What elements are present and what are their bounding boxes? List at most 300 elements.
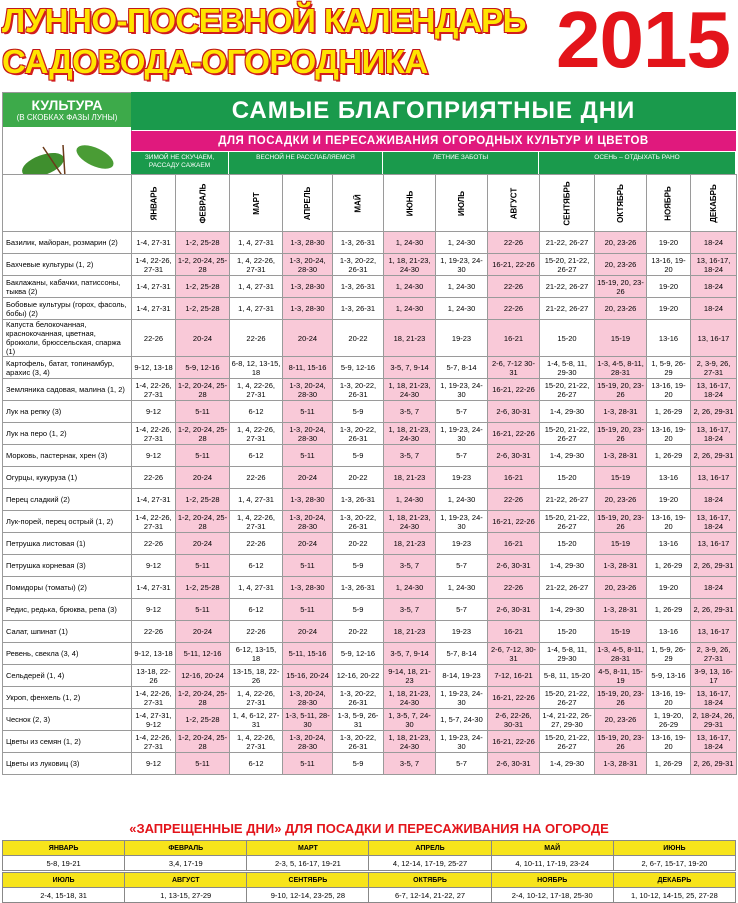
day-cell: 20, 23-26 — [595, 254, 647, 276]
table-row — [3, 254, 737, 276]
day-cell: 20-22 — [333, 621, 384, 643]
day-cell: 1-3, 28-31 — [595, 753, 647, 775]
day-cell: 1-3, 20-22, 26-31 — [333, 687, 384, 709]
month-header-label: МАРТ — [251, 191, 261, 215]
table-row — [3, 489, 737, 511]
day-cell: 16-21, 22-26 — [488, 379, 540, 401]
day-cell: 2-6, 7-12 30-31 — [488, 357, 540, 379]
day-cell: 9-12 — [132, 753, 176, 775]
day-cell: 1-4, 22-26, 27-31 — [132, 423, 176, 445]
culture-name: Морковь, пастернак, хрен (3) — [3, 445, 132, 467]
day-cell: 1-3, 20-22, 26-31 — [333, 254, 384, 276]
day-cell: 13-18, 22-26 — [132, 665, 176, 687]
day-cell: 18, 21-23 — [384, 533, 436, 555]
day-cell: 13-16 — [647, 320, 691, 357]
banned-month-label: МАРТ — [247, 841, 369, 856]
day-cell: 6-8, 12, 13-15, 18 — [230, 357, 283, 379]
day-cell: 1-4, 29-30 — [540, 599, 595, 621]
day-cell: 22-26 — [230, 320, 283, 357]
day-cell: 1-2, 20-24, 25-28 — [176, 379, 230, 401]
day-cell: 20-22 — [333, 533, 384, 555]
day-cell: 18-24 — [691, 489, 737, 511]
day-cell: 5-9, 12-16 — [333, 643, 384, 665]
day-cell: 22-26 — [488, 298, 540, 320]
day-cell: 5-7 — [436, 401, 488, 423]
day-cell: 1, 19-23, 24-30 — [436, 731, 488, 753]
day-cell: 21-22, 26-27 — [540, 577, 595, 599]
table-row — [3, 423, 737, 445]
day-cell: 1-4, 27-31 — [132, 276, 176, 298]
culture-name: Лук-порей, перец острый (1, 2) — [3, 511, 132, 533]
day-cell: 1, 4, 27-31 — [230, 276, 283, 298]
day-cell: 15-20 — [540, 621, 595, 643]
day-cell: 7-12, 16-21 — [488, 665, 540, 687]
day-cell: 1-3, 28-30 — [283, 276, 333, 298]
day-cell: 1-3, 28-31 — [595, 445, 647, 467]
month-header-label: ФЕВРАЛЬ — [198, 183, 207, 223]
day-cell: 2-6, 30-31 — [488, 401, 540, 423]
day-cell: 15-16, 20-24 — [283, 665, 333, 687]
day-cell: 1-3, 20-22, 26-31 — [333, 423, 384, 445]
culture-name: Земляника садовая, малина (1, 2) — [3, 379, 132, 401]
day-cell: 1, 26-29 — [647, 599, 691, 621]
day-cell: 5-7, 8-14 — [436, 643, 488, 665]
day-cell: 20-22 — [333, 467, 384, 489]
season-spring: ВЕСНОЙ НЕ РАССЛАБЛЯЕМСЯ — [229, 152, 383, 174]
day-cell: 13, 16-17 — [691, 320, 737, 357]
day-cell: 3-5, 7 — [384, 599, 436, 621]
day-cell: 1, 19-23, 24-30 — [436, 379, 488, 401]
day-cell: 1-3, 5-9, 26-31 — [333, 709, 384, 731]
day-cell: 13-16 — [647, 621, 691, 643]
day-cell: 8-11, 15-16 — [283, 357, 333, 379]
day-cell: 20, 23-26 — [595, 232, 647, 254]
culture-name: Баклажаны, кабачки, патиссоны, тыква (2) — [3, 276, 132, 298]
day-cell: 1-3, 28-30 — [283, 489, 333, 511]
day-cell: 15-19, 20, 23-26 — [595, 731, 647, 753]
banned-month-label: НОЯБРЬ — [491, 873, 613, 888]
day-cell: 20, 23-26 — [595, 298, 647, 320]
day-cell: 1, 18, 21-23, 24-30 — [384, 731, 436, 753]
day-cell: 5-8, 11, 15-20 — [540, 665, 595, 687]
day-cell: 1-4, 22-26, 27-31 — [132, 511, 176, 533]
culture-name: Салат, шпинат (1) — [3, 621, 132, 643]
month-header-label: ДЕКАБРЬ — [709, 183, 718, 223]
day-cell: 21-22, 26-27 — [540, 298, 595, 320]
day-cell: 1-2, 25-28 — [176, 577, 230, 599]
day-cell: 1, 24-30 — [384, 577, 436, 599]
day-cell: 5-11 — [283, 555, 333, 577]
day-cell: 13, 16-17 — [691, 621, 737, 643]
day-cell: 1, 4, 22-26, 27-31 — [230, 379, 283, 401]
month-header-label: АВГУСТ — [509, 187, 518, 219]
day-cell: 1-3, 26-31 — [333, 298, 384, 320]
culture-name: Бахчевые культуры (1, 2) — [3, 254, 132, 276]
day-cell: 15-19 — [595, 621, 647, 643]
day-cell: 1-4, 29-30 — [540, 401, 595, 423]
banned-days-value: 6-7, 12-14, 21-22, 27 — [369, 888, 491, 903]
day-cell: 2, 26, 29-31 — [691, 753, 737, 775]
day-cell: 1, 4, 22-26, 27-31 — [230, 254, 283, 276]
banned-month-label: ИЮНЬ — [613, 841, 735, 856]
day-cell: 1-4, 27-31 — [132, 489, 176, 511]
day-cell: 2-6, 22-26, 30-31 — [488, 709, 540, 731]
day-cell: 1-3, 28-31 — [595, 555, 647, 577]
day-cell: 12-16, 20-22 — [333, 665, 384, 687]
day-cell: 1-4, 22-26, 27-31 — [132, 687, 176, 709]
day-cell: 18-24 — [691, 298, 737, 320]
table-row — [3, 643, 737, 665]
day-cell: 16-21 — [488, 533, 540, 555]
day-cell: 19-23 — [436, 320, 488, 357]
day-cell: 1-4, 22-26, 27-31 — [132, 254, 176, 276]
day-cell: 1-3, 5-11, 28-30 — [283, 709, 333, 731]
culture-name: Петрушка листовая (1) — [3, 533, 132, 555]
table-row — [3, 379, 737, 401]
day-cell: 4-5, 8-11, 15-19 — [595, 665, 647, 687]
day-cell: 1, 18, 21-23, 24-30 — [384, 254, 436, 276]
day-cell: 16-21, 22-26 — [488, 423, 540, 445]
day-cell: 22-26 — [488, 489, 540, 511]
banned-month-label: ФЕВРАЛЬ — [125, 841, 247, 856]
banned-days-value: 4, 10-11, 17-19, 23-24 — [491, 856, 613, 871]
banned-days-row-2 — [3, 888, 736, 903]
table-row — [3, 577, 737, 599]
day-cell: 5-11 — [176, 445, 230, 467]
day-cell: 2, 26, 29-31 — [691, 555, 737, 577]
day-cell: 9-12 — [132, 401, 176, 423]
day-cell: 1, 24-30 — [384, 298, 436, 320]
day-cell: 20, 23-26 — [595, 489, 647, 511]
day-cell: 15-19 — [595, 467, 647, 489]
day-cell: 1, 3-5, 7, 24-30 — [384, 709, 436, 731]
month-header — [691, 175, 737, 232]
month-header — [283, 175, 333, 232]
day-cell: 15-20 — [540, 320, 595, 357]
day-cell: 22-26 — [230, 467, 283, 489]
year-label: 2015 — [556, 0, 730, 84]
culture-name: Капуста белокочанная, краснокочанная, цветная, брокколи, брюссельская, спаржа (1) — [3, 320, 132, 357]
day-cell: 22-26 — [132, 533, 176, 555]
banned-months-row-2 — [3, 873, 736, 888]
day-cell: 16-21, 22-26 — [488, 254, 540, 276]
day-cell: 13-16 — [647, 533, 691, 555]
day-cell: 1-4, 29-30 — [540, 555, 595, 577]
day-cell: 5-11, 12-16 — [176, 643, 230, 665]
banned-days-value: 9-10, 12-14, 23-25, 28 — [247, 888, 369, 903]
day-cell: 9-12 — [132, 445, 176, 467]
day-cell: 15-20, 21-22, 26-27 — [540, 423, 595, 445]
table-row — [3, 709, 737, 731]
day-cell: 1, 4, 27-31 — [230, 298, 283, 320]
culture-name: Ревень, свекла (3, 4) — [3, 643, 132, 665]
day-cell: 1, 24-30 — [436, 489, 488, 511]
day-cell: 5-9 — [333, 445, 384, 467]
table-row — [3, 511, 737, 533]
day-cell: 5-11 — [283, 401, 333, 423]
day-cell: 1, 4, 27-31 — [230, 577, 283, 599]
day-cell: 9-12 — [132, 555, 176, 577]
season-summer: ЛЕТНИЕ ЗАБОТЫ — [383, 152, 539, 174]
banned-days-table-2 — [2, 872, 736, 903]
day-cell: 1-3, 26-31 — [333, 276, 384, 298]
day-cell: 5-9, 12-16 — [176, 357, 230, 379]
table-row — [3, 298, 737, 320]
day-cell: 1, 4, 27-31 — [230, 489, 283, 511]
month-header-label: ЯНВАРЬ — [149, 186, 158, 220]
day-cell: 5-11 — [283, 599, 333, 621]
day-cell: 22-26 — [488, 577, 540, 599]
banned-month-label: АВГУСТ — [125, 873, 247, 888]
day-cell: 1, 18, 21-23, 24-30 — [384, 511, 436, 533]
day-cell: 2, 26, 29-31 — [691, 599, 737, 621]
day-cell: 13, 16-17, 18-24 — [691, 379, 737, 401]
day-cell: 1, 19-23, 24-30 — [436, 687, 488, 709]
day-cell: 13, 16-17, 18-24 — [691, 687, 737, 709]
day-cell: 13-16, 19-20 — [647, 423, 691, 445]
day-cell: 5-7 — [436, 445, 488, 467]
table-row — [3, 401, 737, 423]
day-cell: 1-2, 25-28 — [176, 709, 230, 731]
day-cell: 1-4, 27-31, 9-12 — [132, 709, 176, 731]
day-cell: 20-24 — [283, 320, 333, 357]
season-winter: ЗИМОЙ НЕ СКУЧАЕМ, РАССАДУ САЖАЕМ — [131, 152, 229, 174]
table-row — [3, 320, 737, 357]
title-line-2: САДОВОДА-ОГОРОДНИКА — [2, 43, 428, 80]
month-header-label: СЕНТЯБРЬ — [562, 180, 572, 226]
day-cell: 3-5, 7 — [384, 401, 436, 423]
culture-title: КУЛЬТУРА — [31, 97, 103, 113]
sub-title: ДЛЯ ПОСАДКИ И ПЕРЕСАЖИВАНИЯ ОГОРОДНЫХ КУЛЬТУР И ЦВЕТОВ — [131, 131, 736, 151]
day-cell: 15-19, 20, 23-26 — [595, 276, 647, 298]
table-row — [3, 753, 737, 775]
day-cell: 1, 4, 22-26, 27-31 — [230, 731, 283, 753]
day-cell: 21-22, 26-27 — [540, 232, 595, 254]
day-cell: 1-3, 20-24, 28-30 — [283, 254, 333, 276]
day-cell: 12-16, 20-24 — [176, 665, 230, 687]
day-cell: 20-22 — [333, 320, 384, 357]
culture-name: Цветы из семян (1, 2) — [3, 731, 132, 753]
season-autumn: ОСЕНЬ – ОТДЫХАТЬ РАНО — [539, 152, 736, 174]
table-row — [3, 731, 737, 753]
day-cell: 1, 24-30 — [436, 232, 488, 254]
day-cell: 1-3, 4-5, 8-11, 28-31 — [595, 357, 647, 379]
banned-days-value: 1, 10-12, 14-15, 25, 27-28 — [613, 888, 735, 903]
banned-days-value: 4, 12-14, 17-19, 25-27 — [369, 856, 491, 871]
day-cell: 15-20 — [540, 533, 595, 555]
day-cell: 1-3, 20-24, 28-30 — [283, 731, 333, 753]
month-header — [647, 175, 691, 232]
day-cell: 1-4, 21-22, 26-27, 29-30 — [540, 709, 595, 731]
day-cell: 16-21, 22-26 — [488, 511, 540, 533]
day-cell: 6-12, 13-15, 18 — [230, 643, 283, 665]
day-cell: 19-20 — [647, 276, 691, 298]
day-cell: 19-23 — [436, 621, 488, 643]
day-cell: 1-3, 20-24, 28-30 — [283, 379, 333, 401]
day-cell: 1, 19-23, 24-30 — [436, 423, 488, 445]
day-cell: 1-4, 29-30 — [540, 445, 595, 467]
day-cell: 22-26 — [230, 533, 283, 555]
day-cell: 19-23 — [436, 533, 488, 555]
day-cell: 1-4, 22-26, 27-31 — [132, 731, 176, 753]
day-cell: 15-19, 20, 23-26 — [595, 687, 647, 709]
day-cell: 13-16, 19-20 — [647, 731, 691, 753]
day-cell: 2, 18-24, 26, 29-31 — [692, 710, 735, 729]
day-cell: 2-6, 30-31 — [488, 599, 540, 621]
day-cell: 21-22, 26-27 — [540, 276, 595, 298]
banned-days-value: 5-8, 19-21 — [3, 856, 125, 871]
day-cell: 5-11 — [176, 753, 230, 775]
day-cell: 9-12 — [132, 599, 176, 621]
day-cell: 1-2, 25-28 — [176, 489, 230, 511]
day-cell: 1, 24-30 — [436, 276, 488, 298]
day-cell: 1-4, 29-30 — [540, 753, 595, 775]
banned-months-row-1 — [3, 841, 736, 856]
day-cell: 1, 18, 21-23, 24-30 — [384, 423, 436, 445]
day-cell: 19-20 — [647, 489, 691, 511]
day-cell: 15-20, 21-22, 26-27 — [540, 687, 595, 709]
day-cell: 3-5, 7, 9-14 — [384, 643, 436, 665]
day-cell: 13-16, 19-20 — [647, 379, 691, 401]
day-cell: 5-11 — [283, 753, 333, 775]
day-cell: 1-2, 20-24, 25-28 — [176, 254, 230, 276]
day-cell: 1-2, 20-24, 25-28 — [176, 687, 230, 709]
day-cell: 20, 23-26 — [595, 709, 647, 731]
main-title: САМЫЕ БЛАГОПРИЯТНЫЕ ДНИ — [131, 92, 736, 130]
day-cell: 1-3, 26-31 — [333, 232, 384, 254]
day-cell: 13-15, 18, 22-26 — [230, 665, 283, 687]
day-cell: 20-24 — [176, 320, 230, 357]
day-cell: 2-6, 30-31 — [488, 445, 540, 467]
day-cell: 1-2, 20-24, 25-28 — [176, 511, 230, 533]
day-cell: 1, 24-30 — [384, 489, 436, 511]
day-cell: 20-24 — [176, 467, 230, 489]
day-cell: 1-3, 28-30 — [283, 232, 333, 254]
month-header — [540, 175, 595, 232]
day-cell: 15-20, 21-22, 26-27 — [540, 254, 595, 276]
day-cell: 1-4, 27-31 — [132, 232, 176, 254]
day-cell: 6-12 — [230, 599, 283, 621]
banned-month-label: МАЙ — [491, 841, 613, 856]
day-cell: 2, 3-9, 26, 27-31 — [691, 357, 737, 379]
day-cell: 1-2, 20-24, 25-28 — [176, 423, 230, 445]
day-cell: 16-21 — [488, 320, 540, 357]
day-cell: 1, 4, 22-26, 27-31 — [230, 511, 283, 533]
day-cell: 1-3, 26-31 — [333, 577, 384, 599]
culture-name: Картофель, батат, топинамбур, арахис (3, 4) — [3, 357, 132, 379]
day-cell: 2-6, 30-31 — [488, 753, 540, 775]
month-header-label: ОКТЯБРЬ — [615, 183, 625, 223]
day-cell: 1, 18, 21-23, 24-30 — [384, 687, 436, 709]
day-cell: 1-3, 20-22, 26-31 — [333, 511, 384, 533]
header — [0, 0, 738, 92]
day-cell: 8-14, 19-23 — [436, 665, 488, 687]
day-cell: 1, 24-30 — [436, 298, 488, 320]
day-cell: 9-14, 18, 21-23 — [384, 665, 436, 687]
day-cell: 5-9 — [333, 753, 384, 775]
culture-name: Цветы из луковиц (3) — [3, 753, 132, 775]
day-cell: 1, 4, 6-12, 27-31 — [230, 709, 283, 731]
day-cell: 20-24 — [283, 533, 333, 555]
day-cell: 6-12 — [230, 555, 283, 577]
day-cell: 20-24 — [283, 621, 333, 643]
day-cell: 1-4, 5-8, 11, 29-30 — [540, 357, 595, 379]
day-cell: 15-19, 20, 23-26 — [595, 379, 647, 401]
day-cell: 2, 3-9, 26, 27-31 — [691, 643, 737, 665]
day-cell: 19-20 — [647, 577, 691, 599]
table-row — [3, 276, 737, 298]
day-cell: 1, 24-30 — [436, 577, 488, 599]
day-cell: 5-7 — [436, 753, 488, 775]
day-cell: 13-16, 19-20 — [647, 511, 691, 533]
month-header — [384, 175, 436, 232]
banned-month-label: ИЮЛЬ — [3, 873, 125, 888]
day-cell: 1-3, 20-24, 28-30 — [283, 423, 333, 445]
table-row — [3, 665, 737, 687]
day-cell: 1, 19-23, 24-30 — [436, 511, 488, 533]
month-header-label: ИЮНЬ — [405, 190, 414, 216]
day-cell: 22-26 — [488, 232, 540, 254]
day-cell: 15-20, 21-22, 26-27 — [540, 511, 595, 533]
banned-month-label: ОКТЯБРЬ — [369, 873, 491, 888]
day-cell: 2-6, 30-31 — [488, 555, 540, 577]
month-header — [333, 175, 384, 232]
day-cell: 1, 4, 22-26, 27-31 — [230, 687, 283, 709]
banned-days-value: 2-4, 15-18, 31 — [3, 888, 125, 903]
culture-name: Огурцы, кукуруза (1) — [3, 467, 132, 489]
day-cell: 15-19, 20, 23-26 — [595, 423, 647, 445]
day-cell: 15-20, 21-22, 26-27 — [540, 731, 595, 753]
day-cell: 22-26 — [132, 467, 176, 489]
day-cell: 1, 24-30 — [384, 232, 436, 254]
month-header — [488, 175, 540, 232]
day-cell: 2-6, 7-12, 30-31 — [488, 643, 540, 665]
culture-name: Редис, редька, брюква, репа (3) — [3, 599, 132, 621]
banned-days-value: 1, 13-15, 27-29 — [125, 888, 247, 903]
day-cell: 20-24 — [283, 467, 333, 489]
banned-month-label: АПРЕЛЬ — [369, 841, 491, 856]
day-cell: 18, 21-23 — [384, 320, 436, 357]
banned-days-value: 3,4, 17-19 — [125, 856, 247, 871]
day-cell: 1-3, 20-22, 26-31 — [333, 731, 384, 753]
day-cell: 20-24 — [176, 621, 230, 643]
table-row — [3, 357, 737, 379]
day-cell: 1-3, 20-22, 26-31 — [333, 379, 384, 401]
day-cell: 13-16 — [647, 467, 691, 489]
month-header-label: АПРЕЛЬ — [303, 186, 312, 220]
day-cell: 1-4, 27-31 — [132, 298, 176, 320]
culture-subtitle: (В СКОБКАХ ФАЗЫ ЛУНЫ) — [16, 113, 118, 122]
day-cell: 18, 21-23 — [384, 621, 436, 643]
day-cell: 22-26 — [488, 276, 540, 298]
day-cell: 1, 26-29 — [647, 401, 691, 423]
table-row — [3, 555, 737, 577]
culture-name: Помидоры (томаты) (2) — [3, 577, 132, 599]
day-cell: 13, 16-17, 18-24 — [691, 731, 737, 753]
day-cell: 5-7 — [436, 555, 488, 577]
table-row — [3, 445, 737, 467]
header-spacer — [3, 175, 132, 232]
day-cell: 5-9 — [333, 555, 384, 577]
day-cell: 5-11 — [176, 599, 230, 621]
day-cell: 2, 26, 29-31 — [691, 445, 737, 467]
culture-name: Сельдерей (1, 4) — [3, 665, 132, 687]
banned-days-table-1 — [2, 840, 736, 871]
day-cell: 20-24 — [176, 533, 230, 555]
day-cell: 20, 23-26 — [595, 577, 647, 599]
day-cell: 16-21 — [488, 467, 540, 489]
day-cell: 22-26 — [230, 621, 283, 643]
